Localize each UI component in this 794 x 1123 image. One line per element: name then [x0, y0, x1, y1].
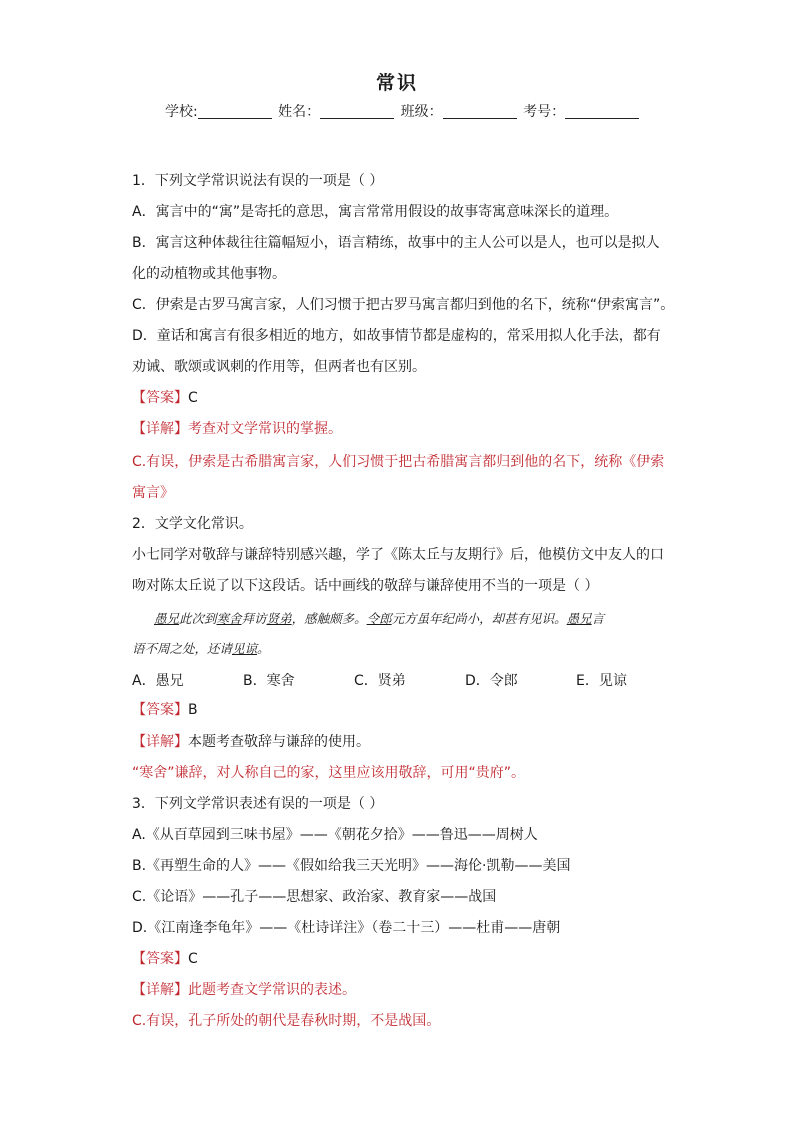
q1-answer: [132, 389, 198, 407]
q2-body-line1: 小七同学对敬辞与谦辞特别感兴趣，学了《陈太丘与友期行》后，他模仿文中友人的口: [132, 547, 664, 563]
quote-text: 言: [591, 611, 605, 626]
detail-text: 此题考查文学常识的表述。: [188, 982, 356, 998]
answer-value: B: [188, 702, 198, 718]
quote-text: 元方虽年纪尚小，却甚有见识。: [391, 611, 567, 626]
q3-option-c: C.《论语》——孔子——思想家、政治家、教育家——战国: [132, 889, 497, 905]
exam-number-label: 考号：: [523, 104, 566, 120]
q3-explain: C.有误，孔子所处的朝代是春秋时期，不是战国。: [132, 1013, 441, 1029]
q1-option-b-line1: B．寓言这种体裁往往篇幅短小，语言精练，故事中的主人公可以是人，也可以是拟人: [132, 235, 660, 251]
q2-option-c: C．贤弟: [354, 673, 406, 689]
q1-option-b-line2: 化的动植物或其他事物。: [132, 266, 286, 282]
q3-option-d: D.《江南逢李龟年》——《杜诗详注》（卷二十三）——杜甫——唐朝: [132, 920, 561, 936]
answer-tag: 【答案】: [132, 951, 188, 967]
q2-explain: “寒舍”谦辞，对人称自己的家，这里应该用敬辞，可用“贵府”。: [132, 765, 526, 781]
quote-text: 此次到: [179, 611, 217, 626]
name-label: 姓名：: [278, 104, 321, 120]
q1-detail: [132, 420, 342, 438]
answer-tag: 【答案】: [132, 390, 188, 406]
underlined-term: 贤弟: [266, 611, 292, 626]
q2-stem: 2．文学文化常识。: [132, 516, 253, 532]
detail-text: 本题考查敬辞与谦辞的使用。: [188, 734, 370, 750]
q2-options: [132, 670, 627, 690]
q3-stem: 3．下列文学常识表述有误的一项是（ ）: [132, 796, 384, 812]
q1-explain-line1: C.有误，伊索是古希腊寓言家，人们习惯于把古希腊寓言都归到他的名下，统称《伊索: [132, 454, 665, 470]
exam-number-blank[interactable]: [565, 104, 639, 119]
answer-tag: 【答案】: [132, 702, 188, 718]
q1-stem: 1．下列文学常识说法有误的一项是（ ）: [132, 173, 384, 189]
q2-option-a: A．愚兄: [132, 673, 184, 689]
q3-option-b: B.《再塑生命的人》——《假如给我三天光明》——海伦·凯勒——美国: [132, 858, 571, 874]
q3-answer: [132, 950, 198, 968]
q2-answer: [132, 701, 198, 719]
q3-option-a: A.《从百草园到三味书屋》——《朝花夕拾》——鲁迅——周树人: [132, 827, 538, 843]
q1-option-d-line2: 劝诫、歌颂或讽刺的作用等，但两者也有区别。: [132, 359, 426, 375]
q1-option-d-line1: D．童话和寓言有很多相近的地方，如故事情节都是虚构的，常采用拟人化手法，都有: [132, 328, 661, 344]
q1-explain-line2: 寓言》: [132, 485, 174, 501]
page-title: 常识: [375, 72, 418, 94]
detail-tag: 【详解】: [132, 982, 188, 998]
answer-value: C: [188, 951, 198, 967]
underlined-term: 愚兄: [154, 611, 180, 626]
underlined-term: 寒舍: [216, 611, 242, 626]
underlined-term: 见谅: [232, 641, 258, 656]
answer-value: C: [188, 390, 198, 406]
underlined-term: 令郎: [366, 611, 392, 626]
student-info-line: [165, 101, 641, 121]
name-blank[interactable]: [320, 104, 394, 119]
quote-text: 拜访: [241, 611, 267, 626]
q3-detail: [132, 981, 356, 999]
q2-option-d: D．令郎: [465, 673, 518, 689]
detail-text: 考查对文学常识的掌握。: [188, 421, 342, 437]
q1-option-a: A．寓言中的“寓”是寄托的意思，寓言常常用假设的故事寄寓意味深长的道理。: [132, 204, 619, 220]
quote-text: 。: [257, 641, 270, 656]
class-blank[interactable]: [443, 104, 517, 119]
q1-option-c: C．伊索是古罗马寓言家，人们习惯于把古罗马寓言都归到他的名下，统称“伊索寓言”。: [132, 297, 675, 313]
class-label: 班级：: [400, 104, 443, 120]
school-blank[interactable]: [198, 104, 272, 119]
q2-body-line2: 吻对陈太丘说了以下这段话。话中画线的敬辞与谦辞使用不当的一项是（ ）: [132, 578, 599, 594]
q2-detail: [132, 733, 370, 751]
quote-text: ，感触颇多。: [291, 611, 367, 626]
detail-tag: 【详解】: [132, 734, 188, 750]
underlined-term: 愚兄: [566, 611, 592, 626]
detail-tag: 【详解】: [132, 421, 188, 437]
q2-option-b: B．寒舍: [243, 673, 295, 689]
q2-quote-line2: [132, 640, 270, 658]
q2-option-e: E．见谅: [576, 673, 627, 689]
quote-text: 语不周之处，还请: [132, 641, 233, 656]
q2-quote-line1: [154, 610, 604, 628]
school-label: 学校:: [165, 104, 198, 120]
